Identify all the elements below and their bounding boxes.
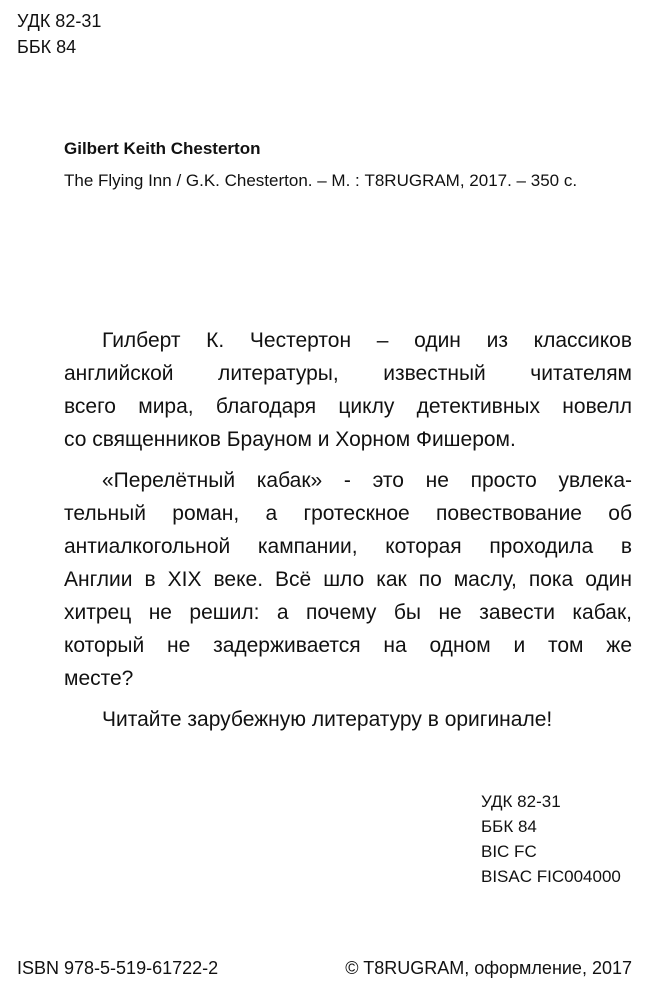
annotation-line: месте? [64, 667, 134, 690]
isbn: ISBN 978-5-519-61722-2 [17, 958, 219, 978]
annotation-line: антиалкогольной кампании, которая проходила в [64, 535, 632, 558]
bbk-code: ББК 84 [17, 37, 77, 57]
annotation-line: со священников Брауном и Хорном Фишером. [64, 428, 516, 451]
annotation-line: Англии в XIX веке. Всё шло как по маслу, пока один [64, 568, 632, 591]
annotation-line: английской литературы, известный читателям [64, 362, 632, 385]
bottom-classification-codes [481, 789, 621, 889]
bibliographic-record [64, 136, 624, 194]
annotation-line: тельный роман, а гротескное повествование об [64, 502, 632, 525]
bibliographic-description: The Flying Inn / G.K. Chesterton. – М. : T8RUGRAM, 2017. – 350 с. [64, 171, 578, 190]
udk-code: УДК 82-31 [481, 792, 561, 811]
annotation-line: Гилберт К. Честертон – один из классиков [102, 329, 632, 352]
annotation [64, 324, 632, 736]
copyright-notice: © T8RUGRAM, оформление, 2017 [345, 958, 632, 978]
annotation-line: хитрец не решил: а почему бы не завести кабак, [64, 601, 632, 624]
annotation-line: всего мира, благодаря циклу детективных новелл [64, 395, 632, 418]
author-name: Gilbert Keith Chesterton [64, 139, 261, 158]
bic-code: BIC FC [481, 842, 537, 861]
annotation-closing-line: Читайте зарубежную литературу в оригинале! [102, 708, 553, 731]
annotation-line: «Перелётный кабак» - это не просто увлека- [102, 469, 632, 492]
annotation-line: который не задерживается на одном и том же [64, 634, 632, 657]
udk-code: УДК 82-31 [17, 11, 102, 31]
bisac-code: BISAC FIC004000 [481, 867, 621, 886]
bbk-code: ББК 84 [481, 817, 537, 836]
top-classification-codes [17, 8, 101, 60]
